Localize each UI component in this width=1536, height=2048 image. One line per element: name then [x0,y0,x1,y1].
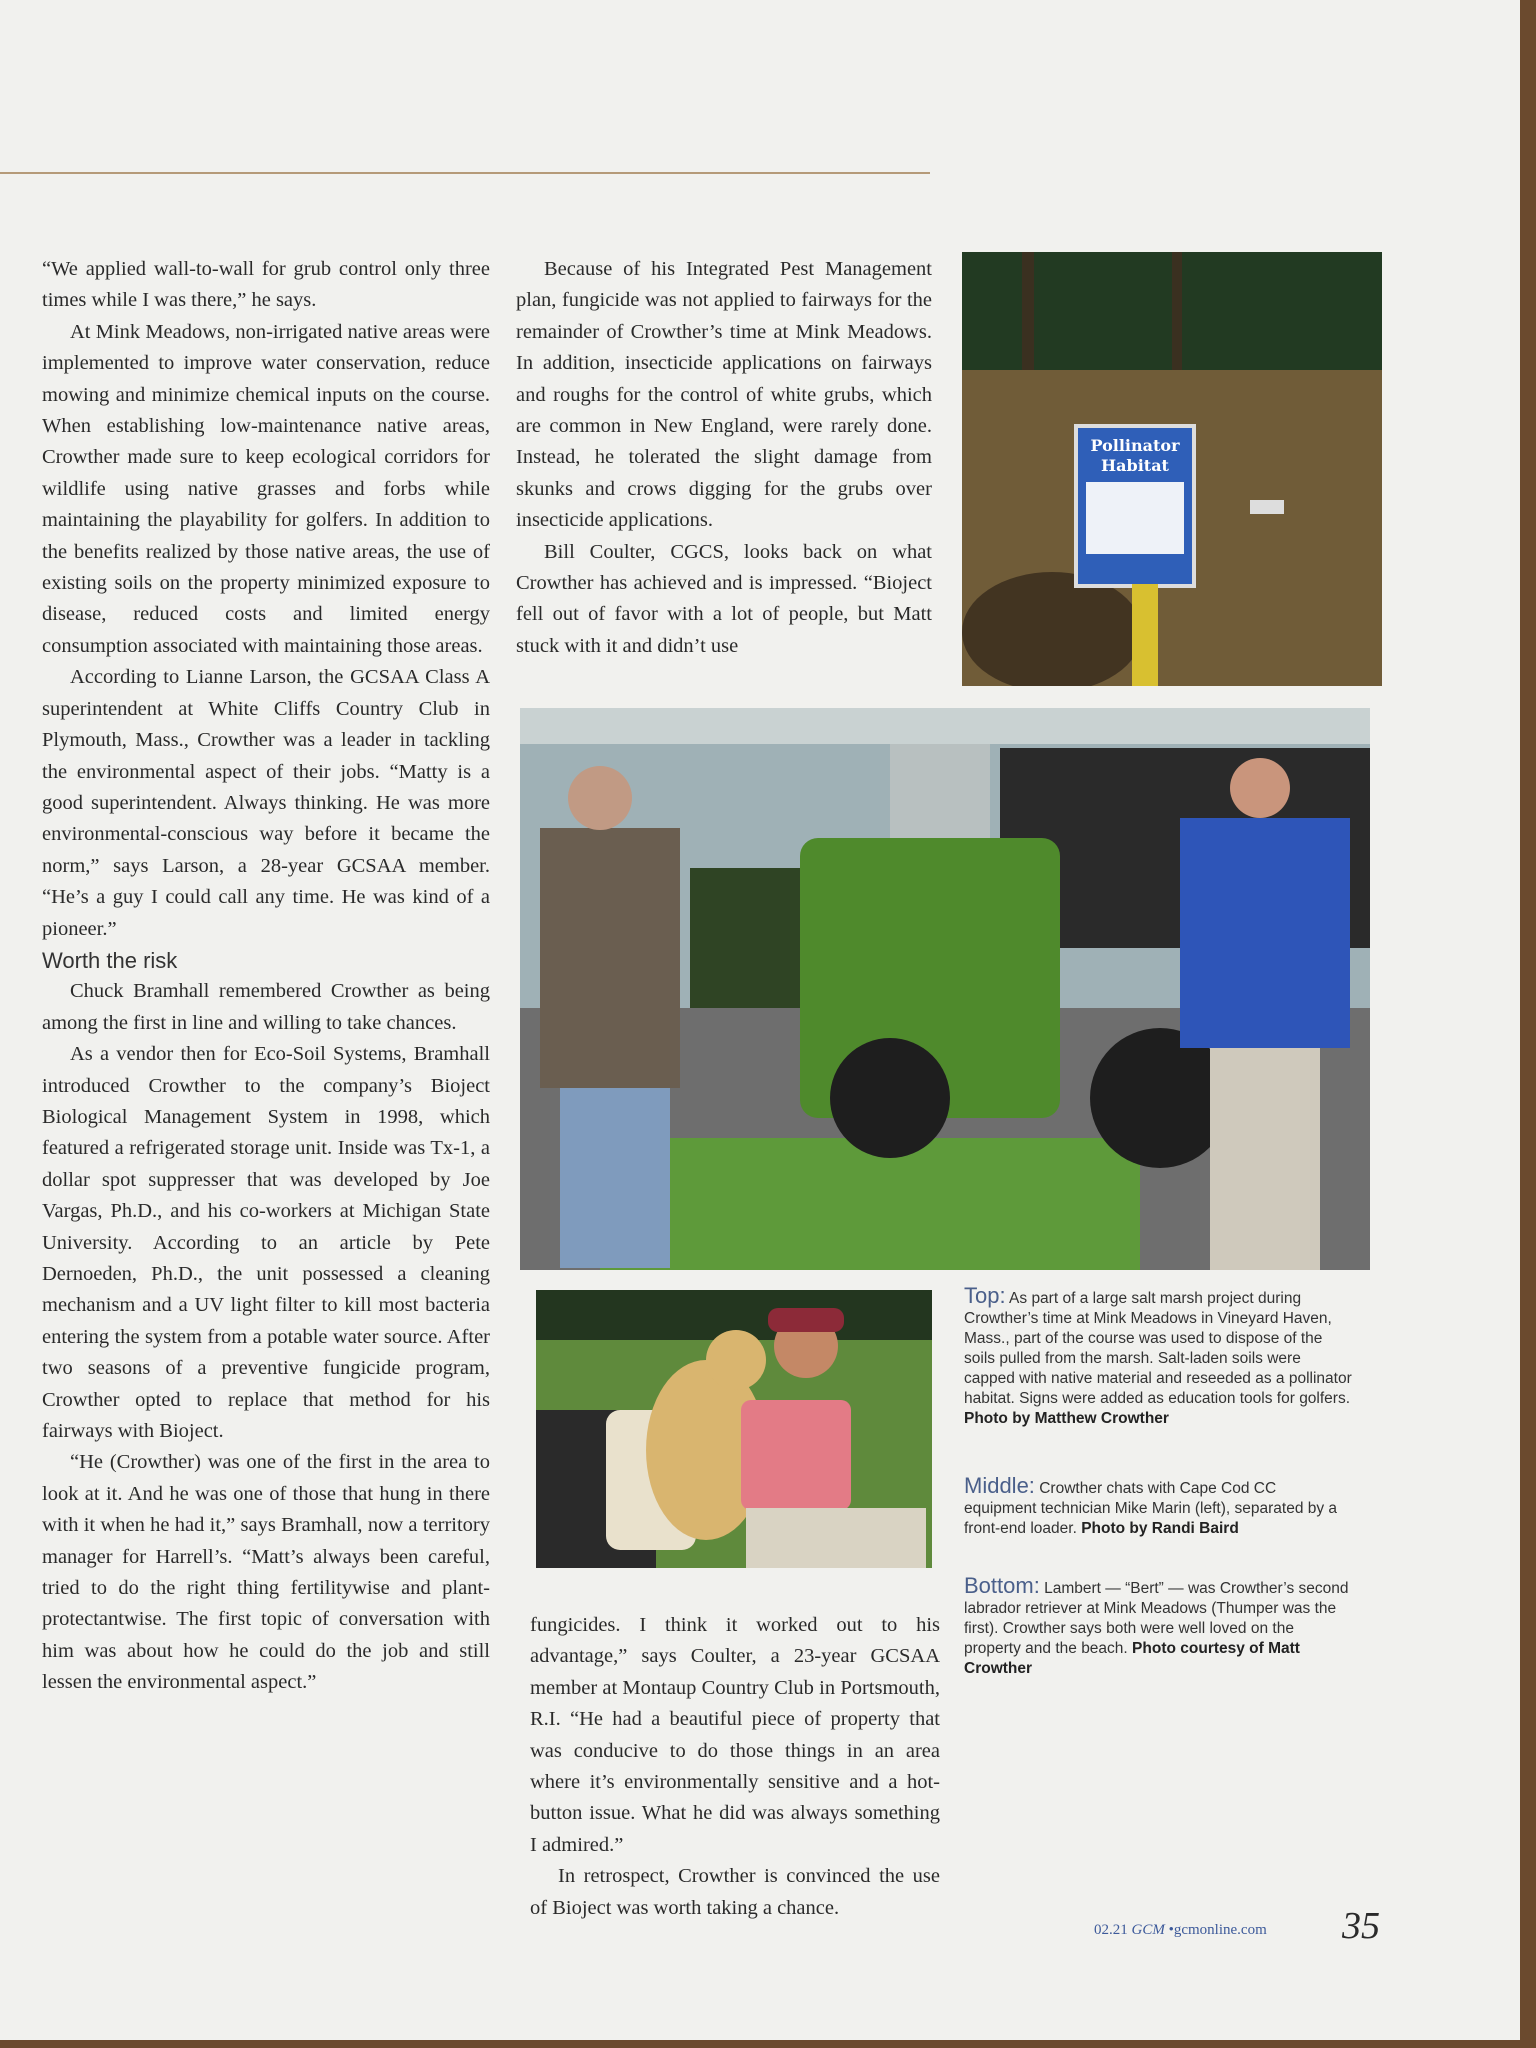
tractor-illustration [520,708,1370,1270]
caption-text: As part of a large salt marsh project during Crowther’s time at Mink Meadows in Vineyard Haven, Mass., part of the course was used to dispose of the soils pulled from the marsh. Salt-laden soils were capped with native material and reseeded as a pollinator habitat. Signs were added as education tools for golfers. [964,1290,1352,1407]
photo-credit: Photo by Randi Baird [1081,1520,1239,1537]
sign-title-line1: Pollinator [1090,436,1180,455]
website-url: gcmonline.com [1173,1922,1267,1938]
pollinator-sign [1074,424,1196,588]
issue-date: 02.21 [1094,1922,1128,1938]
paragraph: fungicides. I think it worked out to his advantage,” says Coulter, a 23-year GCSAA member at Montaup Country Club in Portsmouth, R.I. “He had a beautiful piece of property that was conducive to do those things in an area where it’s environmentally sensitive and a hot-button issue. What he did was always something I admired.” [530,1614,940,1856]
photo-pollinator-habitat [962,252,1382,686]
paragraph: At Mink Meadows, non-irrigated native areas were implemented to improve water conservation, reduce mowing and minimize chemical inputs on the course. When establishing low-maintenance native areas, Crowther made sure to keep ecological corridors for wildlife using native grasses and forbs while maintaining the playability for golfers. In addition to the benefits realized by those native areas, the use of existing soils on the property minimized exposure to disease, reduced costs and limited energy consumption associated with maintaining those areas. [42,320,490,657]
column-3 [530,1610,940,1924]
dog-illustration [536,1290,932,1568]
caption-middle [964,1473,1352,1539]
caption-label: Middle: [964,1473,1035,1498]
paragraph: In retrospect, Crowther is convinced the use of Bioject was worth taking a chance. [530,1865,940,1919]
caption-top [964,1283,1352,1429]
caption-label: Top: [964,1283,1006,1308]
paragraph: Because of his Integrated Pest Management plan, fungicide was not applied to fairways for the remainder of Crowther’s time at Mink Meadows. In addition, insecticide applications on fairways and roughs for the control of white grubs, which are common in New England, were rarely done. Instead, he tolerated the slight damage from skunks and crows digging for the grubs over insecticide applications. [516,258,932,532]
photo-dog-in-cart [536,1290,932,1568]
paragraph: As a vendor then for Eco-Soil Systems, Bramhall introduced Crowther to the company’s Bioject Biological Management System in 1998, which featured a refrigerated storage unit. Inside was Tx-1, a dollar spot suppresser that was developed by Joe Vargas, Ph.D., and his co-workers at Michigan State University. According to an article by Pete Dernoeden, Ph.D., the unit possessed a cleaning mechanism and a UV light filter to kill most bacteria entering the system from a potable water source. After two seasons of a preventive fungicide program, Crowther opted to replace that method for his fairways with Bioject. [42,1043,490,1443]
sign-text-panel [1086,482,1184,554]
bullet-separator: • [1168,1922,1174,1938]
section-subhead: Worth the risk [42,947,178,973]
caption-label: Bottom: [964,1573,1040,1598]
sign-title-line2: Habitat [1101,456,1169,475]
caption-bottom [964,1573,1352,1679]
paragraph: Chuck Bramhall remembered Crowther as being among the first in line and willing to take chances. [42,980,490,1034]
paragraph: “We applied wall-to-wall for grub control only three times while I was there,” he says. [42,258,490,312]
column-2 [516,254,932,662]
caption-text: Crowther chats with Cape Cod CC equipment technician Mike Marin (left), separated by a front-end loader. [964,1480,1338,1537]
paragraph: According to Lianne Larson, the GCSAA Class A superintendent at White Cliffs Country Club in Plymouth, Mass., Crowther was a leader in tackling the environmental aspect of their jobs. “Matty is a good superintendent. Always thinking. He was more environmental-conscious way before it became the norm,” says Larson, a 28-year GCSAA member. “He’s a guy I could call any time. He was kind of a pioneer.” [42,666,490,940]
paragraph: Bill Coulter, CGCS, looks back on what Crowther has achieved and is impressed. “Bioject fell out of favor with a lot of people, but Matt stuck with it and didn’t use [516,540,932,657]
page-number: 35 [1342,1905,1380,1947]
page-folio [1094,1922,1267,1939]
column-1 [42,254,490,1699]
sign-post [1132,584,1158,686]
photo-credit: Photo courtesy of Matt Crowther [964,1640,1300,1677]
magazine-name: GCM [1131,1922,1165,1938]
paragraph: “He (Crowther) was one of the first in the area to look at it. And he was one of those that hung in there with it when he had it,” says Bramhall, now a territory manager for Harrell’s. “Matt’s always been careful, tried to do the right thing fertilitywise and plant-protectantwise. The first topic of conversation with him was about how he could do the job and still lessen the environmental aspect.” [42,1451,490,1694]
photo-credit: Photo by Matthew Crowther [964,1410,1169,1427]
header-rule [0,172,930,174]
caption-text: Lambert — “Bert” — was Crowther’s second labrador retriever at Mink Meadows (Thumper was the first). Crowther says both were well loved on the property and the beach. [964,1580,1349,1657]
photo-tractor [520,708,1370,1270]
